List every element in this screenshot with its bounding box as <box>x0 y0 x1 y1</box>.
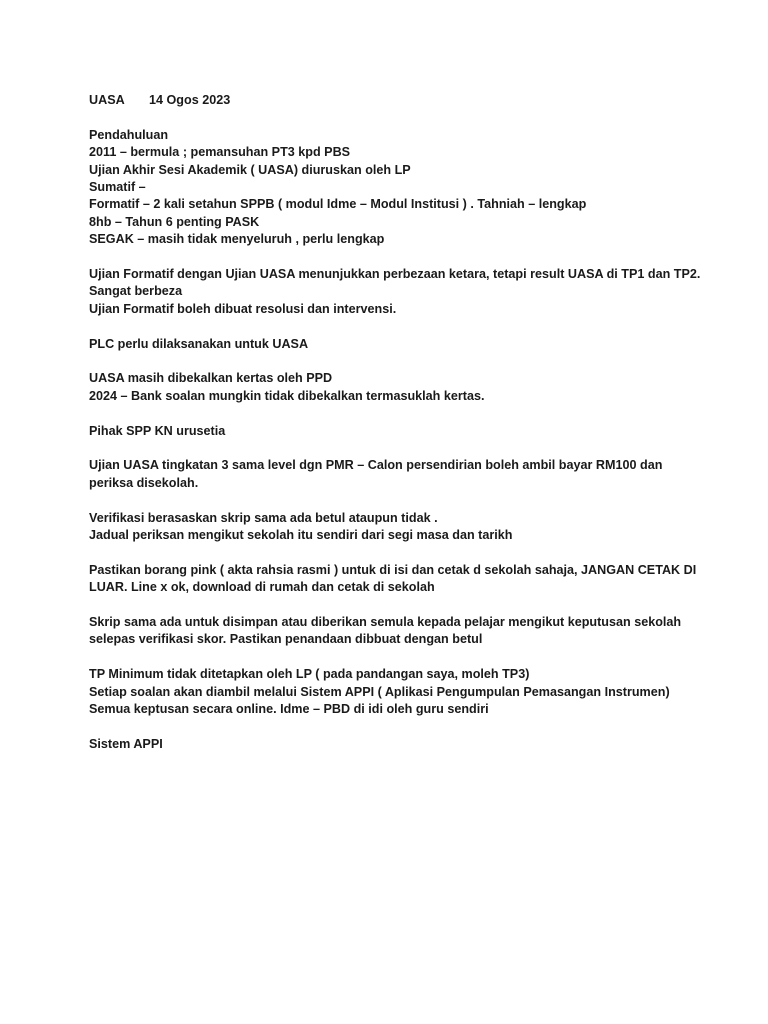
paragraph-gap <box>89 318 719 335</box>
text-line: LUAR. Line x ok, download di rumah dan cetak di sekolah <box>89 580 435 595</box>
text-line: Ujian Formatif boleh dibuat resolusi dan intervensi. <box>89 301 397 316</box>
text-line: Sumatif – <box>89 180 146 195</box>
document-page <box>89 92 719 753</box>
paragraph-gap <box>89 718 719 735</box>
text-line: Ujian Akhir Sesi Akademik ( UASA) diuruskan oleh LP <box>89 162 411 177</box>
text-line: 2011 – bermula ; pemansuhan PT3 kpd PBS <box>89 145 351 160</box>
text-line: Formatif – 2 kali setahun SPPB ( modul Idme – Modul Institusi ) . Tahniah – lengkap <box>89 197 587 212</box>
header-code: UASA <box>89 93 125 107</box>
text-line: Sangat berbeza <box>89 284 183 299</box>
section-introduction <box>89 127 719 249</box>
text-line: SEGAK – masih tidak menyeluruh , perlu lengkap <box>89 232 385 247</box>
paragraph-gap <box>89 405 719 422</box>
text-line: Sistem APPI <box>89 736 163 751</box>
text-line: Ujian Formatif dengan Ujian UASA menunjukkan perbezaan ketara, tetapi result UASA di TP1 dan TP2. <box>89 267 701 282</box>
paragraph-tingkatan-3 <box>89 457 719 492</box>
text-line: Skrip sama ada untuk disimpan atau diberikan semula kepada pelajar mengikut keputusan sekolah <box>89 615 682 630</box>
paragraph-tp-minimum <box>89 666 719 718</box>
section-heading: Pendahuluan <box>89 127 169 142</box>
text-line: Verifikasi berasaskan skrip sama ada betul ataupun tidak . <box>89 510 438 525</box>
paragraph-gap <box>89 492 719 509</box>
paragraph-gap <box>89 249 719 266</box>
header-date: 14 Ogos 2023 <box>149 93 231 107</box>
text-line: Ujian UASA tingkatan 3 sama level dgn PMR – Calon persendirian boleh ambil bayar RM100 dan <box>89 458 663 473</box>
paragraph-gap <box>89 597 719 614</box>
paragraph-gap <box>89 353 719 370</box>
paragraph-borang-pink <box>89 562 719 597</box>
paragraph-gap <box>89 544 719 561</box>
text-line: selepas verifikasi skor. Pastikan penandaan dibbuat dengan betul <box>89 632 483 647</box>
paragraph-sistem-appi <box>89 736 719 753</box>
paragraph-gap <box>89 649 719 666</box>
paragraph-skrip <box>89 614 719 649</box>
paragraph-formatif <box>89 266 719 318</box>
document-header <box>89 92 719 109</box>
paragraph-urusetia <box>89 423 719 440</box>
text-line: 8hb – Tahun 6 penting PASK <box>89 214 260 229</box>
text-line: periksa disekolah. <box>89 475 199 490</box>
paragraph-gap <box>89 109 719 126</box>
text-line: PLC perlu dilaksanakan untuk UASA <box>89 336 309 351</box>
paragraph-kertas <box>89 370 719 405</box>
text-line: 2024 – Bank soalan mungkin tidak dibekalkan termasuklah kertas. <box>89 388 485 403</box>
text-line: TP Minimum tidak ditetapkan oleh LP ( pada pandangan saya, moleh TP3) <box>89 667 530 682</box>
text-line: Jadual periksan mengikut sekolah itu sendiri dari segi masa dan tarikh <box>89 528 513 543</box>
text-line: Pastikan borang pink ( akta rahsia rasmi ) untuk di isi dan cetak d sekolah sahaja, JANGAN CETAK DI <box>89 562 697 577</box>
text-line: Setiap soalan akan diambil melalui Sistem APPI ( Aplikasi Pengumpulan Pemasangan Instrumen) <box>89 684 670 699</box>
paragraph-gap <box>89 440 719 457</box>
text-line: Semua keptusan secara online. Idme – PBD di idi oleh guru sendiri <box>89 702 489 717</box>
text-line: Pihak SPP KN urusetia <box>89 423 226 438</box>
paragraph-plc <box>89 336 719 353</box>
paragraph-verifikasi <box>89 510 719 545</box>
text-line: UASA masih dibekalkan kertas oleh PPD <box>89 371 333 386</box>
